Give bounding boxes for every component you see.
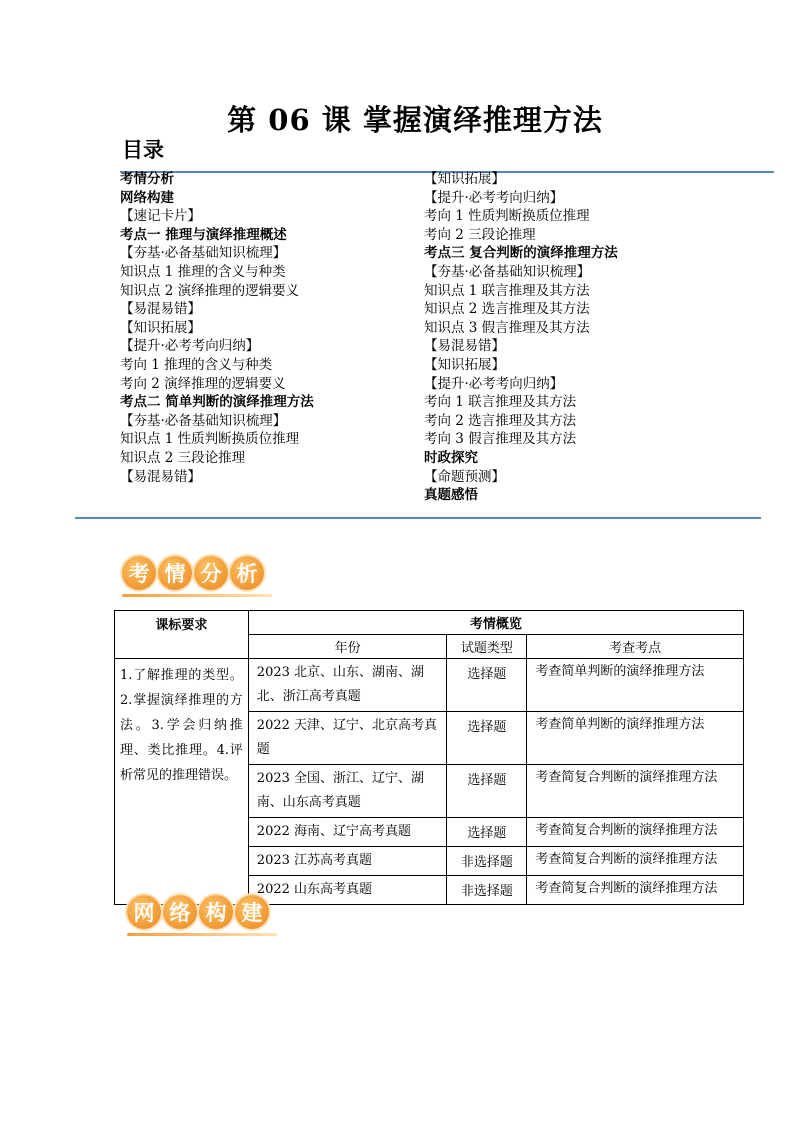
toc-item[interactable]: 【速记卡片】 [120, 208, 201, 225]
section-banner-wangluo [127, 895, 269, 929]
toc-item[interactable]: 考向 1 性质判断换质位推理 [424, 208, 590, 225]
table-cell-year: 2022 天津、辽宁、北京高考真题 [248, 712, 447, 765]
toc-item[interactable]: 知识点 1 性质判断换质位推理 [120, 431, 300, 448]
toc-item[interactable]: 考向 2 三段论推理 [424, 226, 536, 243]
toc-item[interactable]: 知识点 3 假言推理及其方法 [424, 319, 590, 336]
toc-left-column [120, 170, 314, 486]
banner-char: 网 [127, 895, 161, 929]
banner-char: 考 [122, 556, 156, 590]
group-header-overview: 考情概览 [248, 611, 743, 635]
table-cell-year: 2023 江苏高考真题 [248, 847, 447, 876]
toc-right-column [424, 170, 618, 505]
toc-item[interactable]: 真题感悟 [424, 487, 478, 504]
table-cell-type: 非选择题 [447, 847, 527, 876]
table-cell-point: 考查简复合判断的演绎推理方法 [527, 818, 744, 847]
toc-item[interactable]: 【提升·必考考向归纳】 [424, 189, 564, 206]
table-cell-point: 考查简复合判断的演绎推理方法 [527, 876, 744, 905]
subheader-year: 年份 [248, 635, 447, 659]
toc-item[interactable]: 【易混易错】 [120, 301, 201, 318]
toc-item[interactable]: 【夯基·必备基础知识梳理】 [120, 412, 287, 429]
table-cell-year: 2022 海南、辽宁高考真题 [248, 818, 447, 847]
table-cell-year: 2023 全国、浙江、辽宁、湖南、山东高考真题 [248, 765, 447, 818]
subheader-type: 试题类型 [447, 635, 527, 659]
banner-char: 析 [230, 556, 264, 590]
page-title: 第 06 课 掌握演绎推理方法 [227, 103, 603, 137]
banner-char: 情 [158, 556, 192, 590]
banner-underline [122, 594, 272, 597]
toc-item[interactable]: 知识点 2 选言推理及其方法 [424, 301, 590, 318]
toc-item[interactable]: 【易混易错】 [120, 468, 201, 485]
requirements-cell: 1.了解推理的类型。2.掌握演绎推理的方法。3.学会归纳推理、类比推理。4.评析常见的推理错误。 [115, 659, 249, 905]
table-cell-type: 非选择题 [447, 876, 527, 905]
toc-item[interactable]: 考向 1 推理的含义与种类 [120, 356, 273, 373]
toc-item[interactable]: 【知识拓展】 [424, 171, 505, 187]
toc-item[interactable]: 考向 2 演绎推理的逻辑要义 [120, 375, 286, 392]
table-cell-year: 2022 山东高考真题 [248, 876, 447, 905]
banner-underline [127, 933, 277, 936]
toc-item[interactable]: 【提升·必考考向归纳】 [424, 375, 564, 392]
col-header-requirements: 课标要求 [115, 611, 249, 659]
table-cell-point: 考查简单判断的演绎推理方法 [527, 659, 744, 712]
subheader-point: 考查考点 [527, 635, 744, 659]
section-banner-kaoqing [122, 556, 264, 590]
toc-heading: 目录 [122, 138, 164, 162]
banner-char: 建 [235, 895, 269, 929]
toc-item[interactable]: 考点一 推理与演绎推理概述 [120, 226, 287, 243]
table-cell-type: 选择题 [447, 659, 527, 712]
toc-item[interactable]: 【知识拓展】 [424, 356, 505, 373]
toc-item[interactable]: 考向 2 选言推理及其方法 [424, 412, 577, 429]
toc-item[interactable]: 【夯基·必备基础知识梳理】 [120, 245, 287, 262]
toc-item[interactable]: 【知识拓展】 [120, 319, 201, 336]
table-cell-type: 选择题 [447, 818, 527, 847]
toc-item[interactable]: 知识点 2 演绎推理的逻辑要义 [120, 282, 300, 299]
table-cell-point: 考查简复合判断的演绎推理方法 [527, 765, 744, 818]
exam-overview-table [114, 610, 744, 905]
table-cell-point: 考查简单判断的演绎推理方法 [527, 712, 744, 765]
toc-item[interactable]: 考情分析 [120, 171, 174, 187]
banner-char: 络 [163, 895, 197, 929]
toc-item[interactable]: 【命题预测】 [424, 468, 505, 485]
table-cell-year: 2023 北京、山东、湖南、湖北、浙江高考真题 [248, 659, 447, 712]
toc-item[interactable]: 考点二 简单判断的演绎推理方法 [120, 394, 314, 411]
toc-item[interactable]: 考向 1 联言推理及其方法 [424, 394, 577, 411]
toc-item[interactable]: 知识点 2 三段论推理 [120, 449, 246, 466]
toc-item[interactable]: 考点三 复合判断的演绎推理方法 [424, 245, 618, 262]
toc-item[interactable]: 时政探究 [424, 449, 478, 466]
table-cell-type: 选择题 [447, 712, 527, 765]
toc-item[interactable]: 【易混易错】 [424, 338, 505, 355]
toc-item[interactable]: 【提升·必考考向归纳】 [120, 338, 260, 355]
banner-char: 构 [199, 895, 233, 929]
toc-item[interactable]: 【夯基·必备基础知识梳理】 [424, 263, 591, 280]
banner-char: 分 [194, 556, 228, 590]
toc-bottom-rule [75, 517, 761, 519]
toc-item[interactable]: 知识点 1 联言推理及其方法 [424, 282, 590, 299]
table-cell-type: 选择题 [447, 765, 527, 818]
toc-item[interactable]: 网络构建 [120, 189, 174, 206]
toc-item[interactable]: 知识点 1 推理的含义与种类 [120, 263, 286, 280]
table-cell-point: 考查简复合判断的演绎推理方法 [527, 847, 744, 876]
toc-item[interactable]: 考向 3 假言推理及其方法 [424, 431, 577, 448]
